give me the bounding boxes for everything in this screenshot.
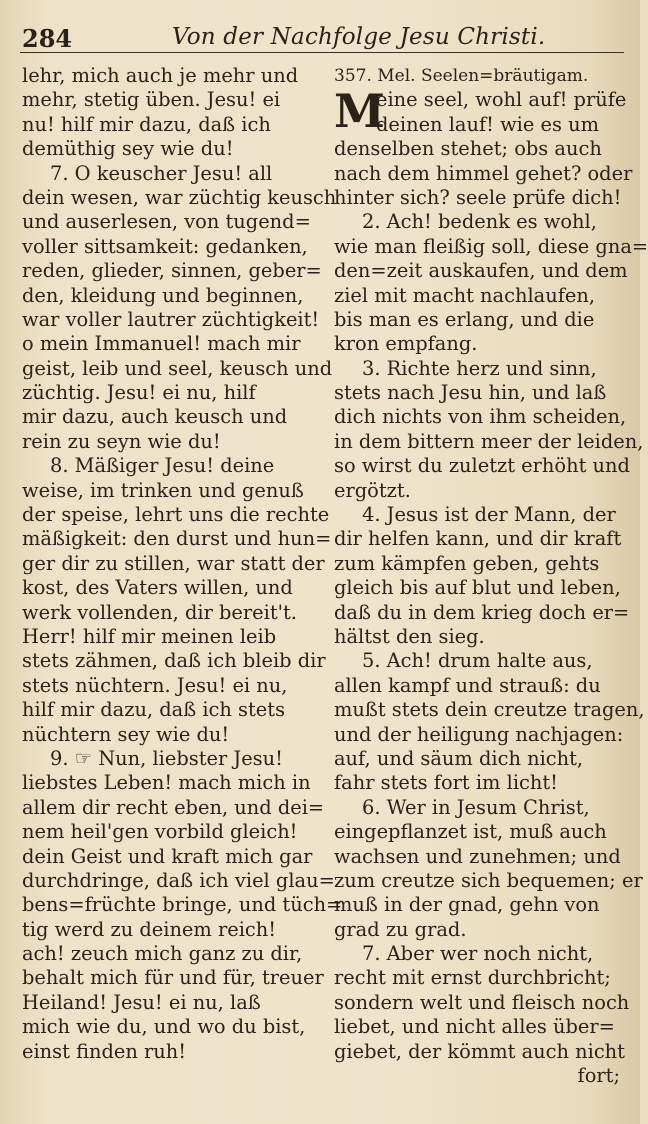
text-line: stets nüchtern. Jesu! ei nu, <box>22 673 288 697</box>
text-line: 7. Aber wer noch nicht, <box>362 942 594 966</box>
first-line-text: eine seel, wohl auf! prüfe <box>376 88 627 112</box>
text-line: 6. Wer in Jesum Christ, <box>362 795 590 819</box>
text-line: dir helfen kann, und dir kraft <box>334 527 622 551</box>
text-line: liebstes Leben! mach mich in <box>22 771 311 795</box>
text-line: grad zu grad. <box>334 917 467 941</box>
text-line: eingepflanzet ist, muß auch <box>334 820 607 844</box>
text-line: 4. Jesus ist der Mann, der <box>362 503 616 527</box>
text-line: fahr stets fort im licht! <box>334 771 558 795</box>
text-line: werk vollenden, dir bereit't. <box>22 600 297 624</box>
text-line: allem dir recht eben, und dei= <box>22 795 325 819</box>
text-line: hinter sich? seele prüfe dich! <box>334 185 622 209</box>
text-line: tig werd zu deinem reich! <box>22 917 277 941</box>
text-line: wachsen und zunehmen; und <box>334 844 621 868</box>
text-line: so wirst du zuletzt erhöht und <box>334 454 630 478</box>
text-line: 8. Mäßiger Jesu! deine <box>50 454 275 478</box>
text-line: voller sittsamkeit: gedanken, <box>22 234 308 258</box>
text-line: durchdringe, daß ich viel glau= <box>22 868 335 892</box>
text-line: liebet, und nicht alles über= <box>334 1015 615 1039</box>
page-number: 284 <box>22 24 73 53</box>
text-line: in dem bittern meer der leiden, <box>334 429 644 453</box>
text-line: und der heiligung nachjagen: <box>334 722 624 746</box>
header-rule <box>20 52 624 53</box>
text-line: ach! zeuch mich ganz zu dir, <box>22 942 303 966</box>
text-line: gleich bis auf blut und leben, <box>334 576 621 600</box>
text-line: nem heil'gen vorbild gleich! <box>22 820 298 844</box>
second-line-text: deinen lauf! wie es um <box>376 112 599 136</box>
text-line: nach dem himmel gehet? oder <box>334 161 633 185</box>
text-line: ergötzt. <box>334 478 411 502</box>
right-column <box>334 64 648 1088</box>
text-line: hältst den sieg. <box>334 624 485 648</box>
text-line: 3. Richte herz und sinn, <box>362 356 597 380</box>
text-line: 2. Ach! bedenk es wohl, <box>362 210 597 234</box>
catchword: fort; <box>577 1064 620 1088</box>
text-line: ger dir zu stillen, war statt der <box>22 551 325 575</box>
text-line: daß du in dem krieg doch er= <box>334 600 630 624</box>
text-line: stets zähmen, daß ich bleib dir <box>22 649 326 673</box>
text-line: hilf mir dazu, daß ich stets <box>22 698 286 722</box>
text-line: dein wesen, war züchtig keusch <box>22 185 337 209</box>
text-line: Heiland! Jesu! ei nu, laß <box>22 990 261 1014</box>
running-title: Von der Nachfolge Jesu Christi. <box>172 24 546 50</box>
text-line: 5. Ach! drum halte aus, <box>362 649 593 673</box>
text-line: mußt stets dein creutze tragen, <box>334 698 645 722</box>
text-line: war voller lautrer züchtigkeit! <box>22 307 320 331</box>
text-line: auf, und säum dich nicht, <box>334 746 584 770</box>
text-line: kost, des Vaters willen, und <box>22 576 293 600</box>
text-line: Herr! hilf mir meinen leib <box>22 624 277 648</box>
text-line: geist, leib und seel, keusch und <box>22 356 333 380</box>
text-line: züchtig. Jesu! ei nu, hilf <box>22 381 256 405</box>
left-column <box>22 64 343 1064</box>
text-line: und auserlesen, von tugend= <box>22 210 311 234</box>
text-line: lehr, mich auch je mehr und <box>22 64 299 87</box>
text-line: den=zeit auskaufen, und dem <box>334 259 628 283</box>
text-line: weise, im trinken und genuß <box>22 478 304 502</box>
text-line: mehr, stetig üben. Jesu! ei <box>22 88 281 112</box>
text-line: ziel mit macht nachlaufen, <box>334 283 596 307</box>
text-line: behalt mich für und für, treuer <box>22 966 324 990</box>
text-line: mich wie du, und wo du bist, <box>22 1015 306 1039</box>
text-line: einst finden ruh! <box>22 1039 187 1063</box>
text-line: sondern welt und fleisch noch <box>334 990 630 1014</box>
text-line: allen kampf und strauß: du <box>334 673 601 697</box>
text-line: dein Geist und kraft mich gar <box>22 844 313 868</box>
text-line: zum kämpfen geben, gehts <box>334 551 600 575</box>
text-line: rein zu seyn wie du! <box>22 429 221 453</box>
text-line: recht mit ernst durchbricht; <box>334 966 611 990</box>
text-line: zum creutze sich bequemen; er <box>334 868 643 892</box>
right-column-body <box>334 137 648 1064</box>
text-line: giebet, der kömmt auch nicht <box>334 1039 625 1063</box>
text-line: stets nach Jesu hin, und laß <box>334 381 607 405</box>
text-line: denselben stehet; obs auch <box>334 137 602 161</box>
hymn-heading: 357. Mel. Seelen=bräutigam. <box>334 66 589 86</box>
text-line: bis man es erlang, und die <box>334 307 595 331</box>
text-line: wie man fleißig soll, diese gna= <box>334 234 648 258</box>
text-line: mir dazu, auch keusch und <box>22 405 288 429</box>
text-line: o mein Immanuel! mach mir <box>22 332 301 356</box>
text-line: der speise, lehrt uns die rechte <box>22 503 330 527</box>
text-line: 7. O keuscher Jesu! all <box>50 161 273 185</box>
text-line: kron empfang. <box>334 332 478 356</box>
text-line: mäßigkeit: den durst und hun= <box>22 527 332 551</box>
text-line: reden, glieder, sinnen, geber= <box>22 259 322 283</box>
text-line: nu! hilf mir dazu, daß ich <box>22 112 271 136</box>
text-line: 9. ☞ Nun, liebster Jesu! <box>50 746 283 770</box>
text-line: den, kleidung und beginnen, <box>22 283 304 307</box>
text-line: dich nichts von ihm scheiden, <box>334 405 627 429</box>
text-line: nüchtern sey wie du! <box>22 722 230 746</box>
text-line: demüthig sey wie du! <box>22 137 234 161</box>
text-line: muß in der gnad, gehn von <box>334 893 600 917</box>
text-line: bens=früchte bringe, und tüch= <box>22 893 343 917</box>
drop-cap: M <box>334 84 385 139</box>
